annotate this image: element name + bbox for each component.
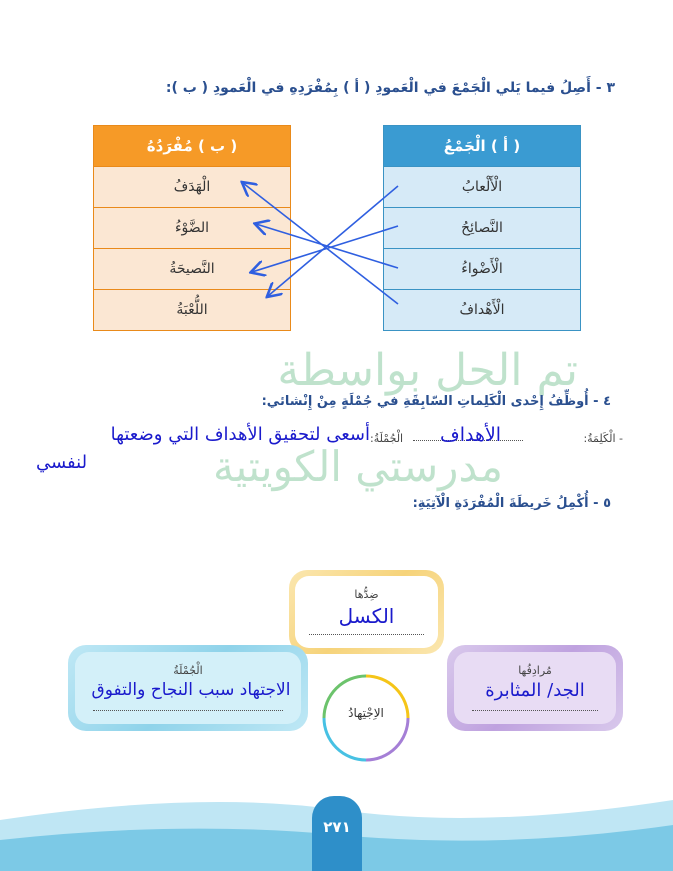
sentence-map-answer: الاجتهاد سبب النجاح والتفوق	[91, 680, 291, 700]
column-b-item: الضَّوْءُ	[94, 207, 290, 248]
arrow-advices-to-advice	[252, 226, 398, 272]
synonym-answer: الجد/ المثابرة	[485, 680, 585, 701]
synonym-dotted-line	[472, 710, 598, 711]
watermark-line-2: مدرستي الكويتية	[213, 442, 503, 491]
page-number: ٢٧١	[323, 818, 351, 836]
column-b-item: اللُّعْبَةُ	[94, 289, 290, 330]
question-5-title: ٥ - أُكْمِلُ خَريطَةَ الْمُفْرَدَةِ الْآتِيَةِ:	[412, 496, 611, 511]
word-answer: الأهداف	[440, 424, 502, 446]
sentence-answer-continued: لنفسي	[36, 452, 88, 473]
watermark-line-1: تم الحل بواسطة	[277, 345, 578, 396]
arrow-games-to-game	[268, 186, 398, 296]
opposite-dotted-line	[309, 634, 424, 635]
opposite-answer: الكسل	[338, 604, 395, 628]
sentence-label: الْجُمْلَةُ:	[370, 432, 404, 445]
column-a-item: النَّصائِحُ	[384, 207, 580, 248]
question-3-title: ٣ - أَصِلُ فيما يَلي الْجَمْعَ في الْعَمودِ ( أ ) بِمُفْرَدِهِ في الْعَمودِ ( ب ):	[165, 80, 615, 96]
sentence-answer: أسعى لتحقيق الأهداف التي وضعتها	[110, 424, 370, 445]
column-a-item: الْأَضْواءُ	[384, 248, 580, 289]
column-b-item: النَّصيحَةُ	[94, 248, 290, 289]
synonym-label: مُرادِفُها	[518, 664, 552, 677]
column-a-header: ( أ ) الْجَمْعُ	[384, 126, 580, 166]
word-label: - الْكَلِمَةُ:	[583, 432, 623, 445]
question-4-title: ٤ - أُوظِّفُ إِحْدى الْكَلِماتِ السّابِقَةِ في جُمْلَةٍ مِنْ إِنْشائي:	[261, 394, 611, 409]
sentence-map-label: الْجُمْلَةُ	[173, 664, 203, 677]
center-word: الاِجْتِهادُ	[348, 706, 384, 720]
arrow-lights-to-light	[256, 224, 398, 268]
arrow-goals-to-goal	[243, 183, 398, 304]
synonym-card	[447, 645, 623, 731]
column-a-item: الْأَلْعابُ	[384, 166, 580, 207]
column-b-item: الْهَدَفُ	[94, 166, 290, 207]
sentence-map-dotted-line	[93, 710, 283, 711]
opposite-card	[289, 570, 444, 654]
column-a-item: الْأَهْدافُ	[384, 289, 580, 330]
column-b-header: ( ب ) مُفْرَدُهُ	[94, 126, 290, 166]
opposite-label: ضِدُّها	[354, 588, 379, 601]
